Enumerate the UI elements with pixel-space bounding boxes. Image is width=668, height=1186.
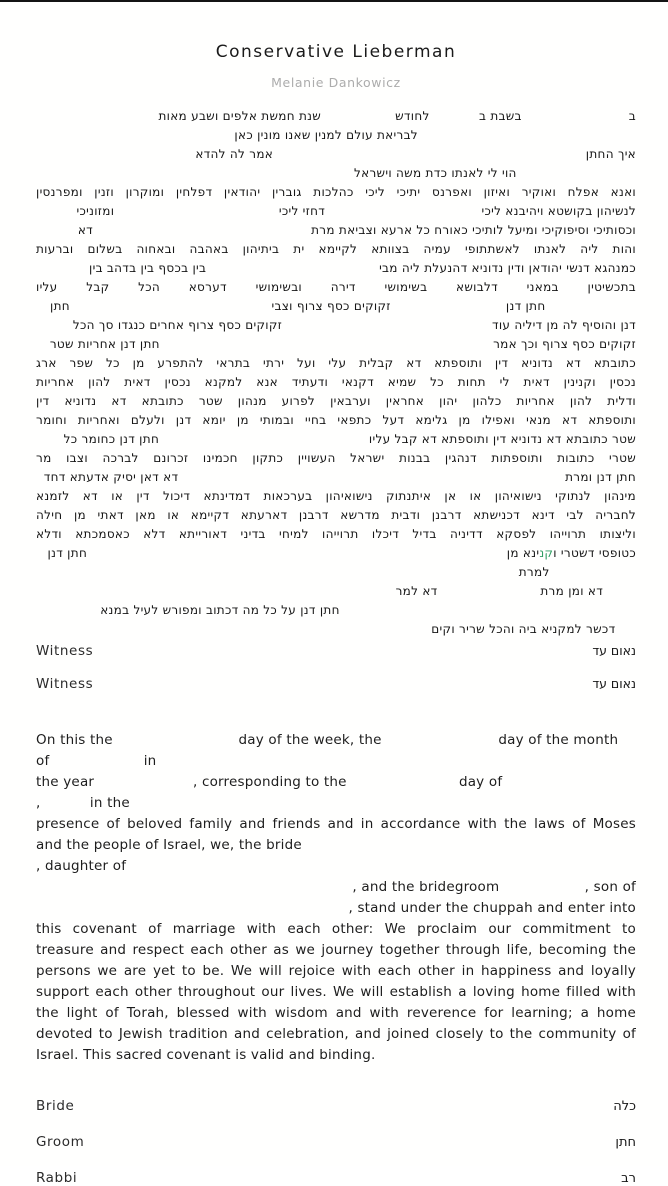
english-line-6: , stand under the chuppah and enter into: [348, 900, 636, 916]
hebrew-line-28: דכשר למקניא ביה והכל שריר וקים: [431, 622, 636, 636]
signature-row-groom: [36, 1134, 636, 1150]
bride-label-en: Bride: [36, 1098, 75, 1114]
english-line-13: Israel. This sacred covenant is valid and binding.: [36, 1047, 376, 1063]
groom-label-he: חתן: [615, 1135, 636, 1150]
english-line-8: treasure and respect each other as we journey together through life, becoming the: [36, 942, 636, 958]
bride-label-he: כלה: [613, 1099, 636, 1114]
hebrew-line-24-pre: כטופסי דשטרי ו: [553, 546, 636, 560]
hebrew-line-12: דנן והוסיף לה מן דיליה עוד זקוקים כסף צרוף אחרים כנגדו סך הכל: [72, 318, 636, 332]
hebrew-line-14: כתובתא דא נדוניא דין ותוספתא דא קבלית עלי ועל ירתי בתראי להתפרע מן כל שפר ארג: [36, 356, 636, 370]
hebrew-line-5: ואנא אפלח ואוקיר ואיזון ואפרנס יתיכי ליכי כהלכות גוברין יהודאין דפלחין ומוקרון וזנין ומפרנסין: [36, 185, 636, 199]
english-text-section: [36, 730, 647, 1066]
rabbi-label-en: Rabbi: [36, 1170, 78, 1186]
signature-row-rabbi: [36, 1170, 636, 1186]
groom-label-en: Groom: [36, 1134, 85, 1150]
document-header: [36, 42, 636, 90]
witness-label-he-2: נאום עד: [592, 676, 636, 691]
english-line-12: devoted to Jewish tradition and celebration, and joined closely to the community of: [36, 1026, 636, 1042]
hebrew-line-23: וליצותו תרוייהו לפסקא דדיניה בדיל דיכלו תרוייהו למיחי בדיני דאורייתא דלא כאסמכתא ודלא: [36, 527, 636, 541]
hebrew-line-4: הוי לי לאנתו כדת משה וישראל: [354, 166, 636, 180]
signature-row-bride: [36, 1098, 636, 1114]
english-line-11: the light of Torah, blessed with wisdom and with reverence for learning; a home: [36, 1005, 636, 1021]
hebrew-text-section: [36, 107, 636, 639]
rabbi-label-he: רב: [621, 1171, 636, 1186]
hebrew-line-1: ב בשבת ב לחודש שנת חמשת אלפים ושבע מאות: [158, 109, 636, 123]
hebrew-line-8: והות ליה לאנתו לאשתתופי עמיה בצוותא לקיימא ית ביתיהון באהבה ובאחוה בשלום וברעות: [36, 242, 636, 256]
hebrew-line-3: איך החתן אמר לה להדא: [195, 147, 636, 161]
hebrew-line-9: כמנהגא דנשי יהודאן ודין נדוניא דהנעלת ליה מבי בין בכסף בין בדהב בין: [89, 261, 636, 275]
hebrew-line-17: ותוספתא דא מנאי ואפילו מן גלימא דעל כתפאי בחיי ובמותי מן יומא דנן ולעלם ואחריות וחומר: [36, 413, 636, 427]
hebrew-line-27: חתן דנן על כל מה דכתוב ומפורש לעיל במנא: [100, 603, 636, 617]
hebrew-line-24: [36, 544, 636, 563]
hebrew-line-26: דא ומן מרת דא למר: [395, 584, 636, 598]
english-line-4: and the people of Israel, we, the bride , daughter of: [36, 837, 635, 874]
hebrew-line-2: לבריאת עולם למנין שאנו מונין כאן: [234, 128, 636, 142]
hebrew-line-24-post: ינא מן: [506, 546, 540, 560]
hebrew-line-25: למרת: [518, 565, 636, 579]
hebrew-line-22: לחבריה לבי דינא דכנישתא דרבנן ודבית מדרשא דרבנן דארעתא דקיימא או מאן דאתי מן חילה: [36, 508, 636, 522]
english-line-2: the year , corresponding to the day of , in the: [36, 774, 647, 811]
hebrew-line-24-tail: חתן דנן: [47, 546, 507, 560]
hebrew-line-6: לנשיהון בקושטא ויהיבנא ליכי דחזי ליכי ומזוניכי: [76, 204, 636, 218]
signature-section: [36, 1098, 636, 1186]
hebrew-line-21: מינהון לנתוקי נישואיהון או אן איתנתוק נישואיהון בערכאות דמדינתא דיכול דין או דא לזמנא: [36, 489, 636, 503]
hebrew-line-20: חתן דנן ומרת דא דאן יסיק אדעתא דחד: [43, 470, 636, 484]
english-line-5: , and the bridegroom , son of: [352, 879, 636, 895]
witness-row-1: [36, 643, 636, 661]
english-line-1: On this the day of the week, the day of the month of in: [36, 732, 623, 769]
hebrew-line-18: שטר כתובתא דא נדוניא דין ותוספתא דא קבל עליו חתן דנן כחומר כל: [63, 432, 636, 446]
page-title: Conservative Lieberman: [215, 42, 457, 62]
english-line-10: support each other throughout our lives. We will establish a loving home filled with: [36, 984, 636, 1000]
hebrew-line-19: שטרי כתובות ותוספתות דנהגין בבנות ישראל העשויין כתקון חכמינו זכרונם לברכה וצבו מר: [36, 451, 636, 465]
english-line-9: persons we are yet to be. We will rejoice with each other in happiness and loyally: [36, 963, 636, 979]
witness-label-he-1: נאום עד: [592, 643, 636, 658]
kinyan-green-letters: קנ: [539, 546, 554, 560]
artist-name: Melanie Dankowicz: [271, 75, 401, 90]
english-line-3: presence of beloved family and friends and in accordance with the laws of Moses: [36, 816, 636, 832]
hebrew-line-15: נכסין וקנינין דאית לי תחות כל שמיא דקנאי ודעתיד אנא למקנא נכסין דאית להון אחריות: [36, 375, 636, 389]
english-line-7: this covenant of marriage with each other: We proclaim our commitment to: [36, 921, 636, 937]
hebrew-line-7: וכסותיכי וסיפוקיכי ומיעל לותיכי כאורח כל ארעא וצביאת מרת דא: [77, 223, 636, 237]
hebrew-line-11: חתן דנן זקוקים כסף צרוף וצבי חתן: [50, 299, 636, 313]
hebrew-line-10: בתכשיטין במאני דלבושא בשימושי דירה ובשימושי דערסא הכל קבל עליו: [36, 280, 636, 294]
witness-row-2: [36, 676, 636, 694]
witness-label-en-1: Witness: [36, 643, 94, 659]
witness-section: [36, 643, 636, 694]
hebrew-line-13: זקוקים כסף צרוף וכך אמר חתן דנן אחריות שטר: [49, 337, 636, 351]
hebrew-line-16: ודלית להון אחריות כלהון יהון אחראין וערבאין לפרוע מנהון שטר כתובתא דא נדוניא דין: [36, 394, 636, 408]
witness-label-en-2: Witness: [36, 676, 94, 692]
